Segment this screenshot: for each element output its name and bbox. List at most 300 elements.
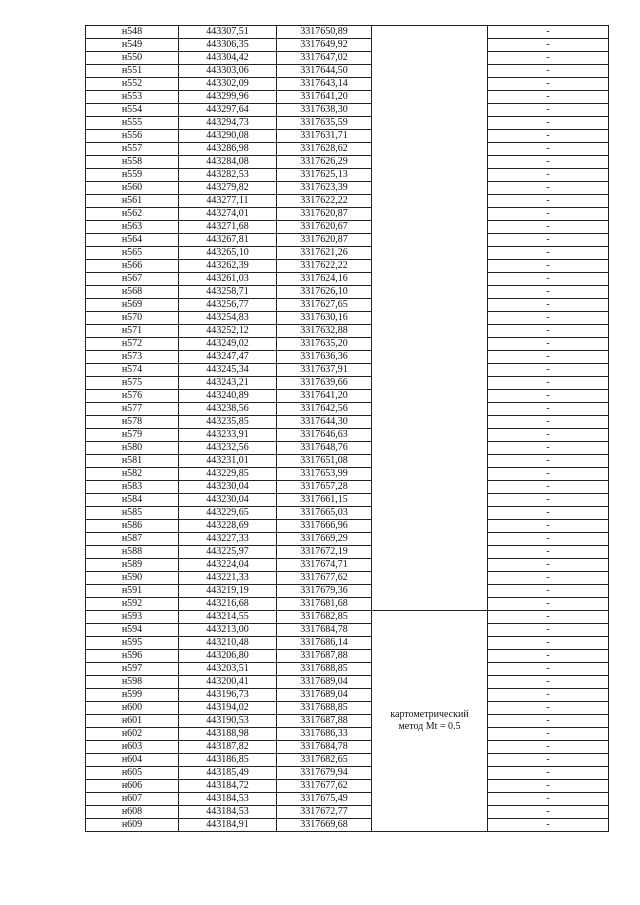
y-coordinate-cell: 3317620,87 xyxy=(277,234,372,247)
x-coordinate-cell: 443228,69 xyxy=(179,520,277,533)
x-coordinate-cell: 443245,34 xyxy=(179,364,277,377)
y-coordinate-cell: 3317681,68 xyxy=(277,598,372,611)
accuracy-cell: - xyxy=(488,741,609,754)
y-coordinate-cell: 3317628,62 xyxy=(277,143,372,156)
table-row xyxy=(86,819,609,832)
y-coordinate-cell: 3317661,15 xyxy=(277,494,372,507)
y-coordinate-cell: 3317682,85 xyxy=(277,611,372,624)
point-id-cell: н583 xyxy=(86,481,179,494)
accuracy-cell: - xyxy=(488,689,609,702)
accuracy-cell: - xyxy=(488,416,609,429)
accuracy-cell: - xyxy=(488,546,609,559)
y-coordinate-cell: 3317688,85 xyxy=(277,702,372,715)
table-row xyxy=(86,91,609,104)
accuracy-cell: - xyxy=(488,104,609,117)
accuracy-cell: - xyxy=(488,468,609,481)
accuracy-cell: - xyxy=(488,780,609,793)
table-row xyxy=(86,689,609,702)
x-coordinate-cell: 443184,53 xyxy=(179,793,277,806)
x-coordinate-cell: 443254,83 xyxy=(179,312,277,325)
point-id-cell: н552 xyxy=(86,78,179,91)
x-coordinate-cell: 443307,51 xyxy=(179,26,277,39)
point-id-cell: н589 xyxy=(86,559,179,572)
accuracy-cell: - xyxy=(488,195,609,208)
accuracy-cell: - xyxy=(488,208,609,221)
x-coordinate-cell: 443196,73 xyxy=(179,689,277,702)
table-row xyxy=(86,78,609,91)
accuracy-cell: - xyxy=(488,143,609,156)
x-coordinate-cell: 443184,53 xyxy=(179,806,277,819)
y-coordinate-cell: 3317641,20 xyxy=(277,91,372,104)
accuracy-cell: - xyxy=(488,676,609,689)
x-coordinate-cell: 443216,68 xyxy=(179,598,277,611)
point-id-cell: н601 xyxy=(86,715,179,728)
x-coordinate-cell: 443225,97 xyxy=(179,546,277,559)
x-coordinate-cell: 443184,91 xyxy=(179,819,277,832)
accuracy-cell: - xyxy=(488,117,609,130)
point-id-cell: н592 xyxy=(86,598,179,611)
y-coordinate-cell: 3317638,30 xyxy=(277,104,372,117)
point-id-cell: н563 xyxy=(86,221,179,234)
table-row xyxy=(86,637,609,650)
point-id-cell: н562 xyxy=(86,208,179,221)
table-row xyxy=(86,260,609,273)
y-coordinate-cell: 3317626,29 xyxy=(277,156,372,169)
table-row xyxy=(86,312,609,325)
x-coordinate-cell: 443256,77 xyxy=(179,299,277,312)
table-row xyxy=(86,169,609,182)
y-coordinate-cell: 3317689,04 xyxy=(277,676,372,689)
x-coordinate-cell: 443274,01 xyxy=(179,208,277,221)
table-row xyxy=(86,741,609,754)
table-row xyxy=(86,754,609,767)
accuracy-cell: - xyxy=(488,169,609,182)
x-coordinate-cell: 443249,02 xyxy=(179,338,277,351)
y-coordinate-cell: 3317677,62 xyxy=(277,572,372,585)
table-row xyxy=(86,715,609,728)
point-id-cell: н556 xyxy=(86,130,179,143)
y-coordinate-cell: 3317666,96 xyxy=(277,520,372,533)
y-coordinate-cell: 3317635,20 xyxy=(277,338,372,351)
x-coordinate-cell: 443304,42 xyxy=(179,52,277,65)
table-row xyxy=(86,520,609,533)
accuracy-cell: - xyxy=(488,728,609,741)
table-row xyxy=(86,442,609,455)
table-row xyxy=(86,494,609,507)
point-id-cell: н584 xyxy=(86,494,179,507)
point-id-cell: н557 xyxy=(86,143,179,156)
y-coordinate-cell: 3317635,59 xyxy=(277,117,372,130)
table-row xyxy=(86,325,609,338)
accuracy-cell: - xyxy=(488,338,609,351)
x-coordinate-cell: 443306,35 xyxy=(179,39,277,52)
y-coordinate-cell: 3317672,19 xyxy=(277,546,372,559)
y-coordinate-cell: 3317646,63 xyxy=(277,429,372,442)
x-coordinate-cell: 443252,12 xyxy=(179,325,277,338)
accuracy-cell: - xyxy=(488,637,609,650)
accuracy-cell: - xyxy=(488,299,609,312)
point-id-cell: н581 xyxy=(86,455,179,468)
y-coordinate-cell: 3317644,50 xyxy=(277,65,372,78)
table-row xyxy=(86,247,609,260)
y-coordinate-cell: 3317639,66 xyxy=(277,377,372,390)
y-coordinate-cell: 3317653,99 xyxy=(277,468,372,481)
table-row xyxy=(86,286,609,299)
table-row xyxy=(86,130,609,143)
y-coordinate-cell: 3317620,87 xyxy=(277,208,372,221)
table-row xyxy=(86,195,609,208)
accuracy-cell: - xyxy=(488,351,609,364)
y-coordinate-cell: 3317641,20 xyxy=(277,390,372,403)
y-coordinate-cell: 3317651,08 xyxy=(277,455,372,468)
table-row xyxy=(86,403,609,416)
accuracy-cell: - xyxy=(488,455,609,468)
y-coordinate-cell: 3317632,88 xyxy=(277,325,372,338)
table-row xyxy=(86,806,609,819)
accuracy-cell: - xyxy=(488,52,609,65)
table-row xyxy=(86,676,609,689)
y-coordinate-cell: 3317675,49 xyxy=(277,793,372,806)
accuracy-cell: - xyxy=(488,533,609,546)
accuracy-cell: - xyxy=(488,702,609,715)
point-id-cell: н582 xyxy=(86,468,179,481)
point-id-cell: н572 xyxy=(86,338,179,351)
point-id-cell: н573 xyxy=(86,351,179,364)
accuracy-cell: - xyxy=(488,494,609,507)
x-coordinate-cell: 443190,53 xyxy=(179,715,277,728)
point-id-cell: н550 xyxy=(86,52,179,65)
x-coordinate-cell: 443186,85 xyxy=(179,754,277,767)
accuracy-cell: - xyxy=(488,65,609,78)
x-coordinate-cell: 443210,48 xyxy=(179,637,277,650)
point-id-cell: н548 xyxy=(86,26,179,39)
point-id-cell: н578 xyxy=(86,416,179,429)
y-coordinate-cell: 3317636,36 xyxy=(277,351,372,364)
y-coordinate-cell: 3317648,76 xyxy=(277,442,372,455)
table-row xyxy=(86,429,609,442)
x-coordinate-cell: 443303,06 xyxy=(179,65,277,78)
point-id-cell: н608 xyxy=(86,806,179,819)
point-id-cell: н605 xyxy=(86,767,179,780)
accuracy-cell: - xyxy=(488,585,609,598)
x-coordinate-cell: 443200,41 xyxy=(179,676,277,689)
table-row xyxy=(86,221,609,234)
x-coordinate-cell: 443290,08 xyxy=(179,130,277,143)
table-row xyxy=(86,455,609,468)
x-coordinate-cell: 443302,09 xyxy=(179,78,277,91)
accuracy-cell: - xyxy=(488,819,609,832)
accuracy-cell: - xyxy=(488,286,609,299)
y-coordinate-cell: 3317669,68 xyxy=(277,819,372,832)
point-id-cell: н570 xyxy=(86,312,179,325)
x-coordinate-cell: 443213,00 xyxy=(179,624,277,637)
y-coordinate-cell: 3317624,16 xyxy=(277,273,372,286)
y-coordinate-cell: 3317622,22 xyxy=(277,260,372,273)
point-id-cell: н551 xyxy=(86,65,179,78)
point-id-cell: н577 xyxy=(86,403,179,416)
point-id-cell: н576 xyxy=(86,390,179,403)
x-coordinate-cell: 443258,71 xyxy=(179,286,277,299)
table-row xyxy=(86,208,609,221)
y-coordinate-cell: 3317684,78 xyxy=(277,624,372,637)
point-id-cell: н566 xyxy=(86,260,179,273)
x-coordinate-cell: 443229,65 xyxy=(179,507,277,520)
table-row xyxy=(86,234,609,247)
accuracy-cell: - xyxy=(488,312,609,325)
table-row xyxy=(86,65,609,78)
point-id-cell: н567 xyxy=(86,273,179,286)
table-row xyxy=(86,572,609,585)
table-row xyxy=(86,728,609,741)
y-coordinate-cell: 3317684,78 xyxy=(277,741,372,754)
table-row xyxy=(86,507,609,520)
point-id-cell: н575 xyxy=(86,377,179,390)
table-row xyxy=(86,624,609,637)
y-coordinate-cell: 3317657,28 xyxy=(277,481,372,494)
point-id-cell: н560 xyxy=(86,182,179,195)
y-coordinate-cell: 3317621,26 xyxy=(277,247,372,260)
x-coordinate-cell: 443286,98 xyxy=(179,143,277,156)
x-coordinate-cell: 443230,04 xyxy=(179,494,277,507)
point-id-cell: н553 xyxy=(86,91,179,104)
coordinates-table-body xyxy=(86,26,609,832)
y-coordinate-cell: 3317625,13 xyxy=(277,169,372,182)
accuracy-cell: - xyxy=(488,273,609,286)
accuracy-cell: - xyxy=(488,559,609,572)
x-coordinate-cell: 443227,33 xyxy=(179,533,277,546)
table-row xyxy=(86,338,609,351)
method-cell-empty xyxy=(372,26,488,611)
table-row xyxy=(86,299,609,312)
accuracy-cell: - xyxy=(488,663,609,676)
accuracy-cell: - xyxy=(488,481,609,494)
point-id-cell: н565 xyxy=(86,247,179,260)
point-id-cell: н600 xyxy=(86,702,179,715)
point-id-cell: н558 xyxy=(86,156,179,169)
point-id-cell: н559 xyxy=(86,169,179,182)
x-coordinate-cell: 443247,47 xyxy=(179,351,277,364)
table-row xyxy=(86,598,609,611)
y-coordinate-cell: 3317643,14 xyxy=(277,78,372,91)
x-coordinate-cell: 443203,51 xyxy=(179,663,277,676)
table-row xyxy=(86,611,609,624)
accuracy-cell: - xyxy=(488,78,609,91)
y-coordinate-cell: 3317682,65 xyxy=(277,754,372,767)
accuracy-cell: - xyxy=(488,39,609,52)
point-id-cell: н568 xyxy=(86,286,179,299)
accuracy-cell: - xyxy=(488,91,609,104)
table-row xyxy=(86,663,609,676)
accuracy-cell: - xyxy=(488,403,609,416)
method-cell xyxy=(372,611,488,832)
table-row xyxy=(86,559,609,572)
x-coordinate-cell: 443271,68 xyxy=(179,221,277,234)
x-coordinate-cell: 443277,11 xyxy=(179,195,277,208)
point-id-cell: н554 xyxy=(86,104,179,117)
accuracy-cell: - xyxy=(488,130,609,143)
table-row xyxy=(86,468,609,481)
accuracy-cell: - xyxy=(488,793,609,806)
point-id-cell: н595 xyxy=(86,637,179,650)
y-coordinate-cell: 3317637,91 xyxy=(277,364,372,377)
y-coordinate-cell: 3317672,77 xyxy=(277,806,372,819)
accuracy-cell: - xyxy=(488,598,609,611)
accuracy-cell: - xyxy=(488,260,609,273)
table-row xyxy=(86,156,609,169)
x-coordinate-cell: 443265,10 xyxy=(179,247,277,260)
accuracy-cell: - xyxy=(488,754,609,767)
point-id-cell: н606 xyxy=(86,780,179,793)
accuracy-cell: - xyxy=(488,234,609,247)
accuracy-cell: - xyxy=(488,624,609,637)
accuracy-cell: - xyxy=(488,247,609,260)
table-row xyxy=(86,416,609,429)
accuracy-cell: - xyxy=(488,520,609,533)
x-coordinate-cell: 443235,85 xyxy=(179,416,277,429)
x-coordinate-cell: 443297,64 xyxy=(179,104,277,117)
point-id-cell: н609 xyxy=(86,819,179,832)
y-coordinate-cell: 3317623,39 xyxy=(277,182,372,195)
y-coordinate-cell: 3317689,04 xyxy=(277,689,372,702)
table-row xyxy=(86,481,609,494)
point-id-cell: н585 xyxy=(86,507,179,520)
table-row xyxy=(86,143,609,156)
accuracy-cell: - xyxy=(488,650,609,663)
x-coordinate-cell: 443232,56 xyxy=(179,442,277,455)
y-coordinate-cell: 3317644,30 xyxy=(277,416,372,429)
x-coordinate-cell: 443294,73 xyxy=(179,117,277,130)
y-coordinate-cell: 3317620,67 xyxy=(277,221,372,234)
x-coordinate-cell: 443238,56 xyxy=(179,403,277,416)
point-id-cell: н603 xyxy=(86,741,179,754)
point-id-cell: н580 xyxy=(86,442,179,455)
point-id-cell: н569 xyxy=(86,299,179,312)
accuracy-cell: - xyxy=(488,767,609,780)
x-coordinate-cell: 443224,04 xyxy=(179,559,277,572)
point-id-cell: н591 xyxy=(86,585,179,598)
y-coordinate-cell: 3317631,71 xyxy=(277,130,372,143)
x-coordinate-cell: 443267,81 xyxy=(179,234,277,247)
x-coordinate-cell: 443233,91 xyxy=(179,429,277,442)
table-row xyxy=(86,52,609,65)
table-row xyxy=(86,780,609,793)
point-id-cell: н574 xyxy=(86,364,179,377)
x-coordinate-cell: 443299,96 xyxy=(179,91,277,104)
y-coordinate-cell: 3317669,29 xyxy=(277,533,372,546)
y-coordinate-cell: 3317650,89 xyxy=(277,26,372,39)
point-id-cell: н549 xyxy=(86,39,179,52)
y-coordinate-cell: 3317688,85 xyxy=(277,663,372,676)
x-coordinate-cell: 443221,33 xyxy=(179,572,277,585)
x-coordinate-cell: 443262,39 xyxy=(179,260,277,273)
x-coordinate-cell: 443214,55 xyxy=(179,611,277,624)
x-coordinate-cell: 443243,21 xyxy=(179,377,277,390)
point-id-cell: н564 xyxy=(86,234,179,247)
y-coordinate-cell: 3317647,02 xyxy=(277,52,372,65)
point-id-cell: н598 xyxy=(86,676,179,689)
y-coordinate-cell: 3317679,94 xyxy=(277,767,372,780)
x-coordinate-cell: 443282,53 xyxy=(179,169,277,182)
point-id-cell: н596 xyxy=(86,650,179,663)
table-row xyxy=(86,767,609,780)
point-id-cell: н597 xyxy=(86,663,179,676)
accuracy-cell: - xyxy=(488,806,609,819)
table-row xyxy=(86,793,609,806)
accuracy-cell: - xyxy=(488,611,609,624)
y-coordinate-cell: 3317665,03 xyxy=(277,507,372,520)
x-coordinate-cell: 443279,82 xyxy=(179,182,277,195)
method-name: картометрический xyxy=(390,709,469,720)
table-row xyxy=(86,650,609,663)
table-row xyxy=(86,364,609,377)
x-coordinate-cell: 443229,85 xyxy=(179,468,277,481)
x-coordinate-cell: 443184,72 xyxy=(179,780,277,793)
accuracy-cell: - xyxy=(488,156,609,169)
point-id-cell: н579 xyxy=(86,429,179,442)
accuracy-cell: - xyxy=(488,325,609,338)
y-coordinate-cell: 3317649,92 xyxy=(277,39,372,52)
point-id-cell: н586 xyxy=(86,520,179,533)
table-row xyxy=(86,26,609,39)
table-row xyxy=(86,377,609,390)
point-id-cell: н555 xyxy=(86,117,179,130)
point-id-cell: н607 xyxy=(86,793,179,806)
x-coordinate-cell: 443231,01 xyxy=(179,455,277,468)
point-id-cell: н604 xyxy=(86,754,179,767)
method-accuracy: метод Mt = 0.5 xyxy=(398,721,461,732)
y-coordinate-cell: 3317626,10 xyxy=(277,286,372,299)
accuracy-cell: - xyxy=(488,442,609,455)
x-coordinate-cell: 443284,08 xyxy=(179,156,277,169)
y-coordinate-cell: 3317622,22 xyxy=(277,195,372,208)
x-coordinate-cell: 443206,80 xyxy=(179,650,277,663)
table-row xyxy=(86,585,609,598)
accuracy-cell: - xyxy=(488,715,609,728)
table-row xyxy=(86,273,609,286)
y-coordinate-cell: 3317677,62 xyxy=(277,780,372,793)
point-id-cell: н594 xyxy=(86,624,179,637)
accuracy-cell: - xyxy=(488,507,609,520)
point-id-cell: н593 xyxy=(86,611,179,624)
x-coordinate-cell: 443194,02 xyxy=(179,702,277,715)
point-id-cell: н590 xyxy=(86,572,179,585)
point-id-cell: н588 xyxy=(86,546,179,559)
point-id-cell: н587 xyxy=(86,533,179,546)
table-row xyxy=(86,702,609,715)
x-coordinate-cell: 443185,49 xyxy=(179,767,277,780)
point-id-cell: н599 xyxy=(86,689,179,702)
y-coordinate-cell: 3317679,36 xyxy=(277,585,372,598)
accuracy-cell: - xyxy=(488,390,609,403)
table-row xyxy=(86,39,609,52)
accuracy-cell: - xyxy=(488,364,609,377)
x-coordinate-cell: 443219,19 xyxy=(179,585,277,598)
table-row xyxy=(86,546,609,559)
y-coordinate-cell: 3317686,14 xyxy=(277,637,372,650)
accuracy-cell: - xyxy=(488,221,609,234)
x-coordinate-cell: 443261,03 xyxy=(179,273,277,286)
accuracy-cell: - xyxy=(488,26,609,39)
accuracy-cell: - xyxy=(488,182,609,195)
y-coordinate-cell: 3317686,33 xyxy=(277,728,372,741)
accuracy-cell: - xyxy=(488,429,609,442)
x-coordinate-cell: 443187,82 xyxy=(179,741,277,754)
accuracy-cell: - xyxy=(488,377,609,390)
y-coordinate-cell: 3317627,65 xyxy=(277,299,372,312)
x-coordinate-cell: 443230,04 xyxy=(179,481,277,494)
y-coordinate-cell: 3317674,71 xyxy=(277,559,372,572)
x-coordinate-cell: 443188,98 xyxy=(179,728,277,741)
